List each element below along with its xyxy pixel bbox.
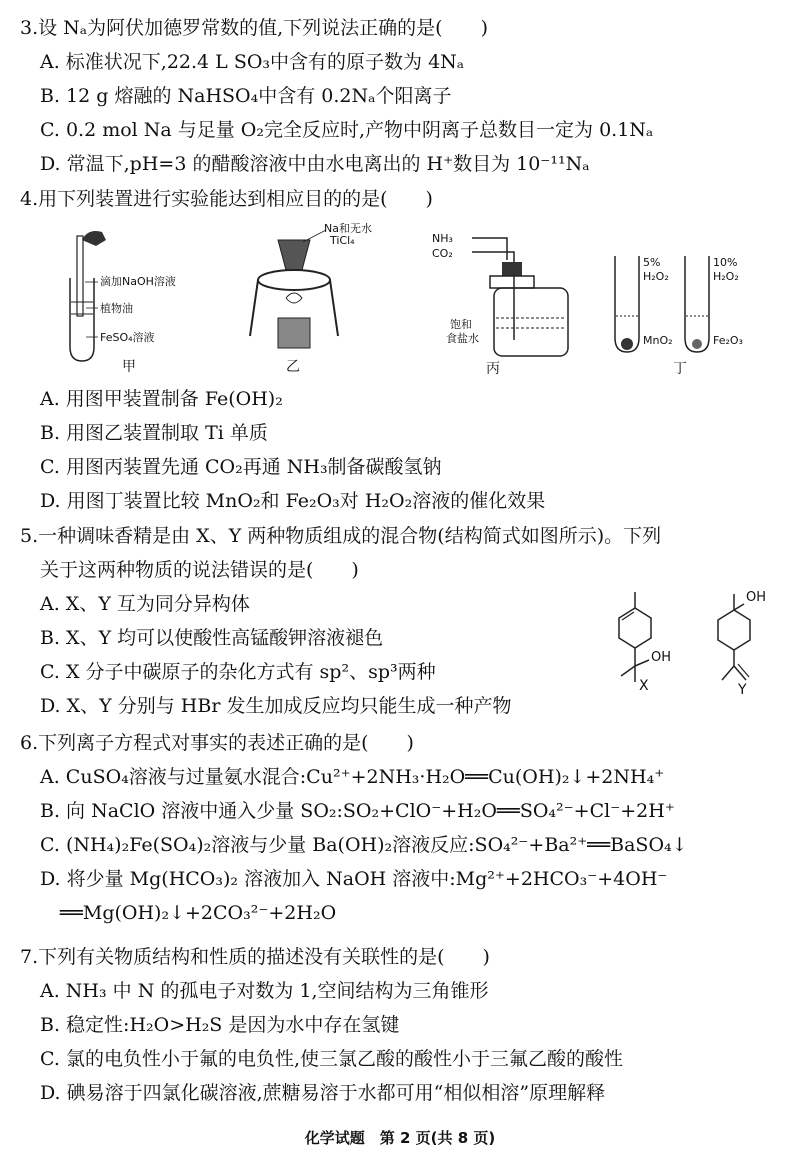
q6-option-a: A. CuSO₄溶液与过量氨水混合:Cu²⁺+2NH₃·H₂O══Cu(OH)₂↓+2NH₄⁺ [40,766,665,788]
q5-stem-line2: 关于这两种物质的说法错误的是( ) [40,559,359,581]
q7-option-d: D. 碘易溶于四氯化碳溶液,蔗糖易溶于水都可用“相似相溶”原理解释 [40,1082,606,1104]
q5-stem-line1: 5.一种调味香精是由 X、Y 两种物质组成的混合物(结构简式如图所示)。下列 [20,525,662,547]
jia-label-naoh: 滴加NaOH溶液 [100,275,176,288]
structure-x [605,590,695,700]
ding-label-mno2: MnO₂ [643,334,673,347]
ding-label-10pct: 10% [713,256,738,269]
q3-stem: 3.设 Nₐ为阿伏加德罗常数的值,下列说法正确的是( ) [20,17,488,39]
two-test-tubes-diagram [605,250,775,378]
q7-option-c: C. 氯的电负性小于氟的电负性,使三氯乙酸的酸性小于三氟乙酸的酸性 [40,1048,623,1070]
test-tube-dropper-diagram [60,222,210,377]
q6-option-b: B. 向 NaClO 溶液中通入少量 SO₂:SO₂+ClO⁻+H₂O══SO₄²⁻+Cl⁻+2H⁺ [40,800,675,822]
q6-option-d-line1: D. 将少量 Mg(HCO₃)₂ 溶液加入 NaOH 溶液中:Mg²⁺+2HCO₃⁻+4OH⁻ [40,868,668,890]
page-footer: 化学试题 第 2 页(共 8 页) [304,1129,496,1147]
bing-label-nh3: NH₃ [432,232,453,245]
q3-option-a: A. 标准状况下,22.4 L SO₃中含有的原子数为 4Nₐ [40,51,465,73]
bing-caption: 丙 [486,361,500,377]
x-label: X [639,678,649,694]
q7-option-a: A. NH₃ 中 N 的孤电子对数为 1,空间结构为三角锥形 [40,980,489,1002]
bing-label-brine: 食盐水 [446,332,479,345]
yi-label-na: Na和无水 [324,222,372,235]
ding-label-h2o2-b: H₂O₂ [713,270,739,283]
crucible-heating-diagram [248,218,378,378]
q4-option-a: A. 用图甲装置制备 Fe(OH)₂ [40,388,283,410]
jia-label-feso4: FeSO₄溶液 [100,331,155,344]
jia-caption: 甲 [122,359,136,375]
bing-label-saturated: 饱和 [450,318,472,331]
y-oh-label: OH [746,590,767,605]
gas-bottle-diagram [432,220,572,378]
figure-jia [60,222,210,377]
q5-option-c: C. X 分子中碳原子的杂化方式有 sp²、sp³两种 [40,661,436,683]
figure-yi [248,218,378,378]
y-label: Y [738,682,747,698]
ding-label-h2o2-a: H₂O₂ [643,270,669,283]
q5-option-d: D. X、Y 分别与 HBr 发生加成反应均只能生成一种产物 [40,695,512,717]
figure-ding [605,250,775,378]
jia-label-oil: 植物油 [100,302,133,315]
q6-option-c: C. (NH₄)₂Fe(SO₄)₂溶液与少量 Ba(OH)₂溶液反应:SO₄²⁻+Ba²⁺══BaSO₄↓ [40,834,688,856]
structure-x-skeleton [605,590,695,700]
q7-option-b: B. 稳定性:H₂O>H₂S 是因为水中存在氢键 [40,1014,400,1036]
yi-label-ticl4: TiCl₄ [330,234,355,247]
figure-bing [432,220,572,378]
q5-option-b: B. X、Y 均可以使酸性高锰酸钾溶液褪色 [40,627,384,649]
q4-option-d: D. 用图丁装置比较 MnO₂和 Fe₂O₃对 H₂O₂溶液的催化效果 [40,490,546,512]
bing-label-co2: CO₂ [432,247,453,260]
q3-option-c: C. 0.2 mol Na 与足量 O₂完全反应时,产物中阴离子总数目一定为 0.1Nₐ [40,119,654,141]
q6-option-d-line2: ══Mg(OH)₂↓+2CO₃²⁻+2H₂O [60,902,337,924]
yi-caption: 乙 [286,359,300,375]
x-oh-label: OH [651,650,672,665]
q6-stem: 6.下列离子方程式对事实的表述正确的是( ) [20,732,414,754]
q4-option-c: C. 用图丙装置先通 CO₂再通 NH₃制备碳酸氢钠 [40,456,442,478]
ding-caption: 丁 [673,361,687,377]
q4-stem: 4.用下列装置进行实验能达到相应目的的是( ) [20,188,433,210]
q3-option-b: B. 12 g 熔融的 NaHSO₄中含有 0.2Nₐ个阳离子 [40,85,452,107]
q3-option-d: D. 常温下,pH=3 的醋酸溶液中由水电离出的 H⁺数目为 10⁻¹¹Nₐ [40,153,590,175]
structure-y [700,588,790,703]
ding-label-fe2o3: Fe₂O₃ [713,334,743,347]
q5-option-a: A. X、Y 互为同分异构体 [40,593,250,615]
q7-stem: 7.下列有关物质结构和性质的描述没有关联性的是( ) [20,946,490,968]
q4-option-b: B. 用图乙装置制取 Ti 单质 [40,422,268,444]
ding-label-5pct: 5% [643,256,661,269]
